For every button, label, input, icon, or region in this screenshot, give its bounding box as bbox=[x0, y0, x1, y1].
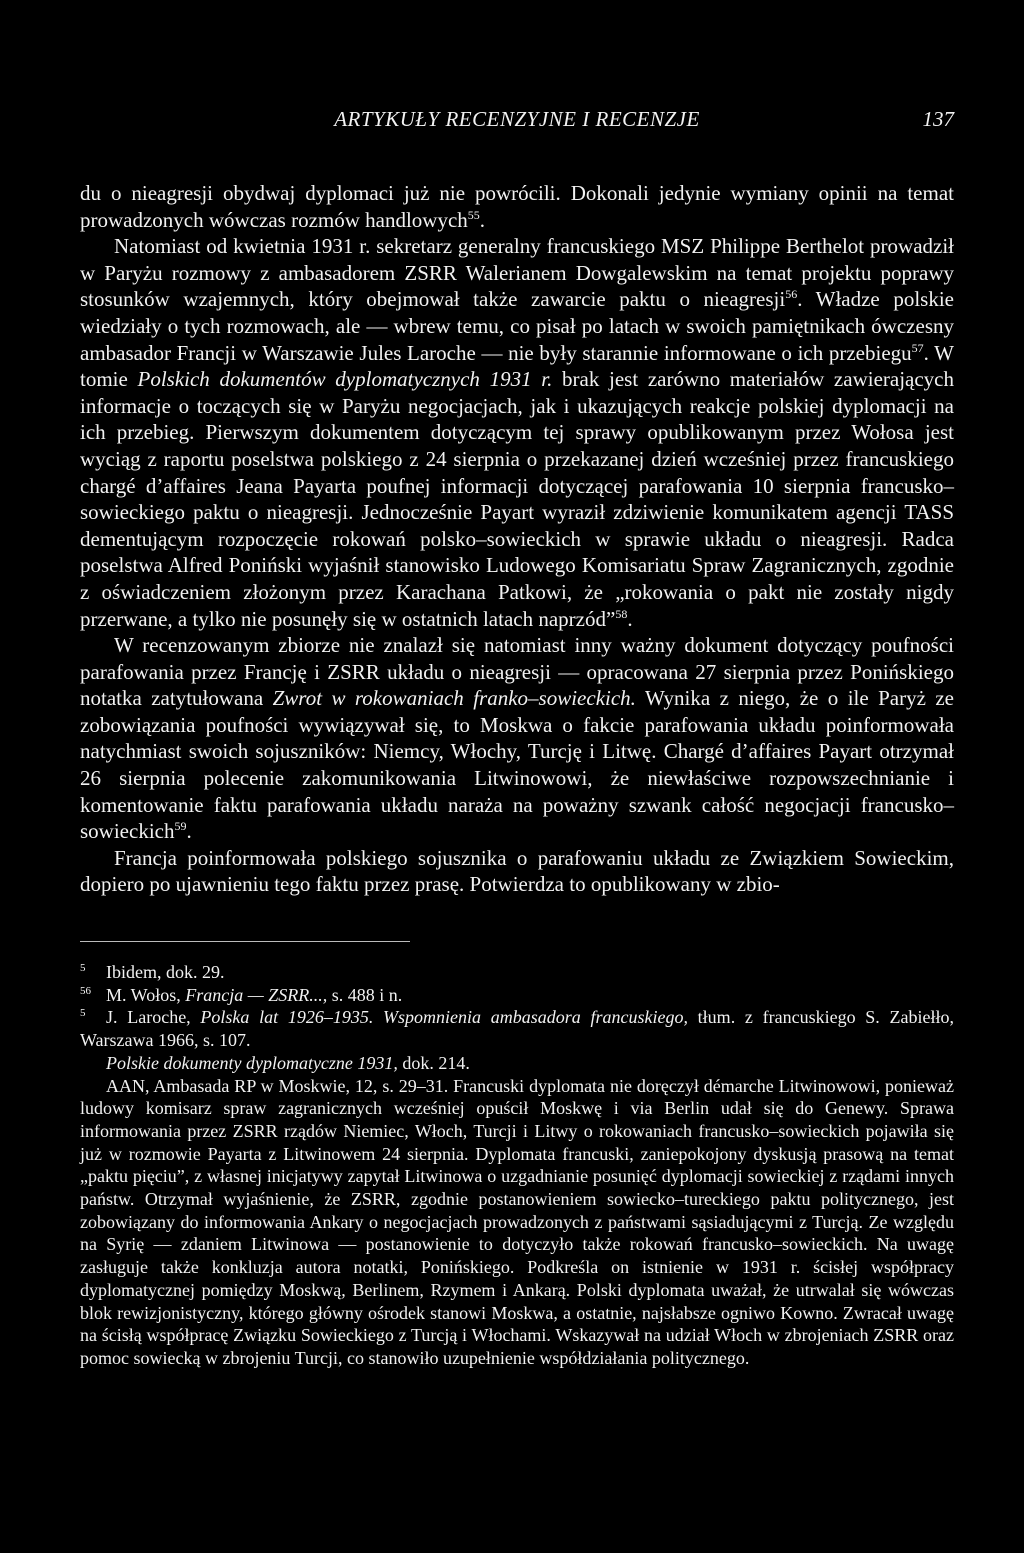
paragraph-3-text-a: W recenzowanym zbiorze nie znalazł się natomiast inny ważny dokument dotyczący poufności parafowania przez Francję i ZSRR układu o nieagresji — opracowana 27 sierpnia przez Ponińskiego notatka zatytułowana bbox=[80, 633, 954, 711]
note-ref-56: 56 bbox=[785, 287, 798, 302]
footnote-separator bbox=[80, 941, 410, 942]
footnote-mark: 5 bbox=[80, 1007, 86, 1020]
paragraph-2-italic-title: Polskich dokumentów dyplomatycznych 1931 r. bbox=[137, 367, 553, 392]
paragraph-3-italic-title: Zwrot w rokowaniach franko–sowieckich. bbox=[272, 686, 636, 711]
footnote-58 bbox=[80, 1052, 954, 1075]
footnote-italic-title: Polskie dokumenty dyplomatyczne 1931, bbox=[106, 1052, 398, 1073]
page-number: 137 bbox=[922, 107, 954, 131]
footnote-text: dok. 214. bbox=[397, 1052, 470, 1073]
footnote-mark: 56 bbox=[80, 984, 91, 997]
note-ref-57: 57 bbox=[911, 340, 924, 355]
paragraph-2-text-c: . W tomie bbox=[80, 340, 954, 392]
paragraph-2-tail: . bbox=[627, 606, 633, 631]
main-text bbox=[80, 180, 954, 898]
paragraph-2-text-d: brak jest zarówno materiałów zawierających informacje o toczących się w Paryżu negocjacjach, jak i ukazujących reakcje polskiej dyplomacji na ich przebieg. Pierwszym dokumentem dotyczącym tej sprawy opublikowanym przez Wołosa jest wyciąg z raportu poselstwa polskiego z 24 sierpnia o przekazanej dzień wcześniej przez francuskiego chargé d’affaires Jeana Payarta poufnej informacji dotyczącej parafowania 10 sierpnia francusko–sowieckiego paktu o nieagresji. Jednocześnie Payart wyraził zdziwienie komunikatem agencji TASS dementującym rozpoczęcie rokowań polsko–sowieckich w sprawie układu o nieagresji. Radca poselstwa Alfred Poniński wyjaśnił stanowisko Ludowego Komisariatu Spraw Zagranicznych, zgodnie z oświadczeniem złożonym przez Karachana Patkowi, że „rokowania o pakt nie zostały nigdy przerwane, a tylko nie posunęły się w ostatnich latach naprzód” bbox=[80, 367, 954, 631]
footnote-mark: 5 bbox=[80, 962, 86, 974]
footnote-italic-title: Francja — ZSRR..., bbox=[185, 984, 328, 1005]
paragraph-1 bbox=[80, 180, 954, 233]
note-ref-55: 55 bbox=[467, 207, 480, 222]
note-ref-59: 59 bbox=[174, 819, 187, 834]
footnote-text: J. Laroche, bbox=[106, 1007, 201, 1028]
paragraph-2 bbox=[80, 233, 954, 632]
footnote-text: s. 488 i n. bbox=[327, 984, 403, 1005]
page-header bbox=[80, 105, 954, 133]
footnote-55 bbox=[80, 961, 954, 984]
paragraph-4: Francja poinformowała polskiego sojusznika o parafowaniu układu ze Związkiem Sowieckim, dopiero po ujawnieniu tego faktu przez prasę. Potwierdza to opublikowany w zbio- bbox=[80, 845, 954, 897]
footnotes bbox=[80, 961, 954, 1370]
paragraph-3-text-b: Wynika z niego, że o ile Paryż ze zobowiązania poufności wywiązywał się, to Moskwa o fakcie parafowania układu poinformowała natychmiast swoich sojuszników: Niemcy, Włochy, Turcję i Litwę. Chargé d’affaires Payart otrzymał 26 sierpnia polecenie zakomunikowania Litwinowowi, że niewłaściwe rozpowszechnianie i komentowanie faktu parafowania układu naraża na poważny szwank całość negocjacji francusko–sowieckich bbox=[80, 686, 954, 844]
running-head: ARTYKUŁY RECENZYJNE I RECENZJE bbox=[334, 107, 700, 131]
paragraph-2-text-b: . Władze polskie wiedziały o tych rozmowach, ale — wbrew temu, co pisał po latach w swoich pamiętnikach ówczesny ambasador Francji w Warszawie Jules Laroche — nie były starannie informowane o ich przebiegu bbox=[80, 287, 955, 365]
paragraph-1-text: du o nieagresji obydwaj dyplomaci już nie powrócili. Dokonali jedynie wymiany opinii na temat prowadzonych wówczas rozmów handlowych bbox=[80, 181, 954, 232]
paragraph-3-tail: . bbox=[186, 819, 192, 844]
footnote-56 bbox=[80, 984, 954, 1007]
footnote-italic-title: Polska lat 1926–1935. Wspomnienia ambasadora francuskiego, bbox=[200, 1007, 688, 1028]
footnote-59: AAN, Ambasada RP w Moskwie, 12, s. 29–31. Francuski dyplomata nie doręczył démarche Litwinowowi, ponieważ ludowy komisarz spraw zagranicznych wcześniej opuścił Moskwę i via Berlin udał się do Genewy. Sprawa informowania przez ZSRR rządów Niemiec, Włoch, Turcji i Litwy o rokowaniach francusko–sowieckich pojawiła się już w rozmowie Payarta z Litwinowem 24 sierpnia. Dyplomata francuski, zaniepokojony dyskusją prasową na temat „paktu pięciu”, z własnej inicjatywy zapytał Litwinowa o uzgadnianie posunięć dyplomacji sowieckiej z rządami innych państw. Otrzymał wyjaśnienie, że ZSRR, zgodnie postanowieniem sowiecko–tureckiego paktu politycznego, jest zobowiązany do informowania Ankary o negocjacjach prowadzonych z państwami sąsiadującymi z Turcją. Ze względu na Syrię — zdaniem Litwinowa — postanowienie to dotyczyło także rokowań francusko–sowieckich. Na uwagę zasługuje także konkluzja autora notatki, Ponińskiego. Podkreśla on istnienie w 1931 r. ścisłej współpracy dyplomatycznej pomiędzy Moskwą, Berlinem, Rzymem i Ankarą. Polski dyplomata uważał, że utrwalał się wówczas blok rewizjonistyczny, którego główny ośrodek stanowi Moskwa, a ostatnie, najsłabsze ogniwo Kowno. Zwracał uwagę na ścisłą współpracę Związku Sowieckiego z Turcją i Włochami. Wskazywał na udział Włoch w zbrojeniach ZSRR oraz pomoc sowiecką w zbrojeniu Turcji, co stanowiło uzupełnienie współdziałania politycznego. bbox=[80, 1075, 954, 1368]
footnote-text: tłum. z francuskiego S. Zabiełło, Warszawa 1966, s. 107. bbox=[80, 1007, 954, 1051]
paragraph-2-text-a: Natomiast od kwietnia 1931 r. sekretarz generalny francuskiego MSZ Philippe Berthelot prowadził w Paryżu rozmowy z ambasadorem ZSRR Walerianem Dowgalewskim na temat projektu poprawy stosunków wzajemnych, który obejmował także zawarcie paktu o nieagresji bbox=[80, 234, 954, 312]
paragraph-3 bbox=[80, 632, 954, 845]
footnote-text: Ibidem, dok. 29. bbox=[106, 962, 225, 982]
paragraph-1-tail: . bbox=[479, 207, 486, 232]
footnote-57 bbox=[80, 1006, 954, 1051]
footnote-text: M. Wołos, bbox=[106, 984, 186, 1005]
note-ref-58: 58 bbox=[615, 606, 628, 621]
